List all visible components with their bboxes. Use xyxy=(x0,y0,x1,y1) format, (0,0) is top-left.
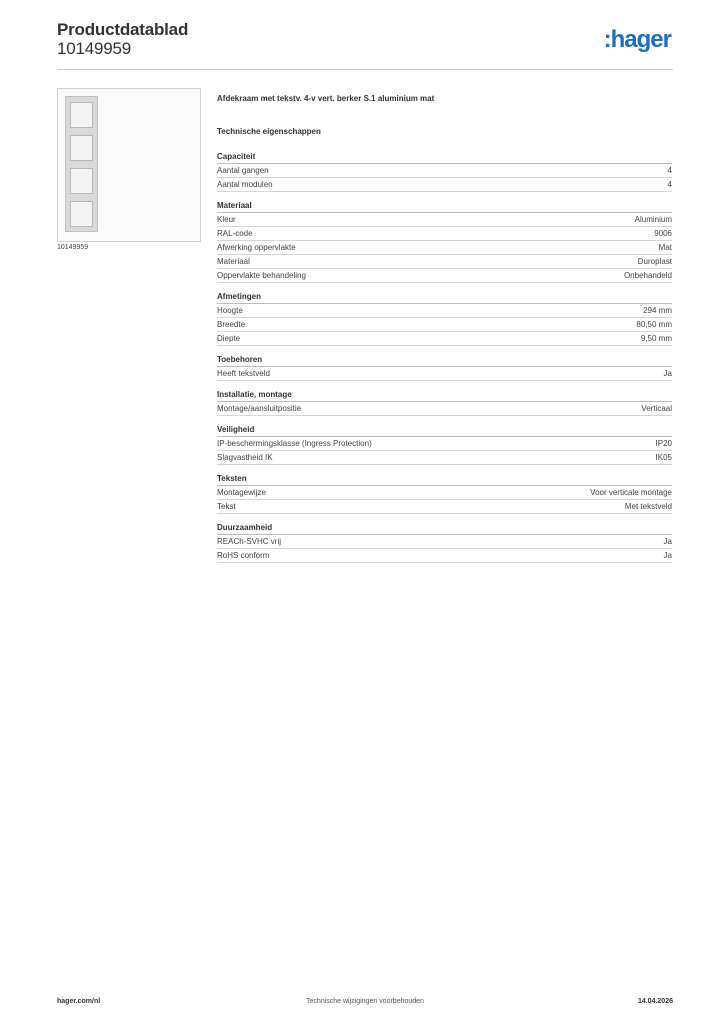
spec-row xyxy=(217,332,672,346)
product-image xyxy=(57,88,201,242)
spec-group-title: Installatie, montage xyxy=(217,390,672,402)
spec-row xyxy=(217,549,672,563)
spec-group-title: Toebehoren xyxy=(217,355,672,367)
spec-group-title: Materiaal xyxy=(217,201,672,213)
footer-date: 14.04.2026 xyxy=(637,998,673,1005)
document-number: 10149959 xyxy=(57,39,132,58)
spec-row xyxy=(217,164,672,178)
page-header xyxy=(57,20,673,66)
spec-group xyxy=(217,425,672,465)
footer-website: hager.com/nl xyxy=(57,998,101,1005)
section-heading: Technische eigenschappen xyxy=(217,127,321,136)
spec-row xyxy=(217,402,672,416)
spec-row xyxy=(217,227,672,241)
spec-group xyxy=(217,201,672,283)
spec-group-title: Capaciteit xyxy=(217,152,672,164)
hager-logo: :hager xyxy=(603,26,671,53)
spec-label: Slagvastheid IK xyxy=(217,453,273,462)
spec-group xyxy=(217,292,672,346)
frame-cell xyxy=(70,135,93,161)
spec-row xyxy=(217,535,672,549)
spec-row xyxy=(217,269,672,283)
spec-label: RoHS conform xyxy=(217,551,270,560)
spec-row xyxy=(217,318,672,332)
spec-label: Breedte xyxy=(217,320,246,329)
spec-group-title: Teksten xyxy=(217,474,672,486)
spec-group xyxy=(217,152,672,192)
document-title: Productdatablad xyxy=(57,20,189,39)
spec-value: Ja xyxy=(663,537,672,546)
spec-group xyxy=(217,523,672,563)
spec-group-title: Veiligheid xyxy=(217,425,672,437)
spec-group xyxy=(217,390,672,416)
spec-row xyxy=(217,486,672,500)
frame-cell xyxy=(70,201,93,227)
frame-4-gang-vertical-icon xyxy=(65,96,98,232)
spec-group-title: Afmetingen xyxy=(217,292,672,304)
spec-label: RAL-code xyxy=(217,229,253,238)
spec-value: 4 xyxy=(667,180,672,189)
spec-value: Ja xyxy=(663,369,672,378)
spec-value: 80,50 mm xyxy=(636,320,672,329)
spec-label: Diepte xyxy=(217,334,241,343)
spec-content xyxy=(217,94,672,572)
spec-label: IP-beschermingsklasse (Ingress Protection) xyxy=(217,439,372,448)
spec-row xyxy=(217,451,672,465)
spec-row xyxy=(217,304,672,318)
spec-label: Oppervlakte behandeling xyxy=(217,271,306,280)
spec-label: REACh-SVHC vrij xyxy=(217,537,282,546)
image-caption: 10149959 xyxy=(57,244,89,251)
spec-value: 294 mm xyxy=(643,306,672,315)
frame-cell xyxy=(70,168,93,194)
spec-value: Mat xyxy=(658,243,672,252)
spec-value: Voor verticale montage xyxy=(590,488,672,497)
spec-value: Ja xyxy=(663,551,672,560)
spec-label: Montagewijze xyxy=(217,488,266,497)
spec-label: Montage/aansluitpositie xyxy=(217,404,302,413)
spec-group xyxy=(217,474,672,514)
spec-group xyxy=(217,355,672,381)
spec-value: 4 xyxy=(667,166,672,175)
spec-label: Aantal modulen xyxy=(217,180,273,189)
spec-value: Onbehandeld xyxy=(623,271,672,280)
spec-label: Heeft tekstveld xyxy=(217,369,270,378)
page-footer xyxy=(57,998,673,1010)
spec-value: Met tekstveld xyxy=(624,502,672,511)
spec-group-title: Duurzaamheid xyxy=(217,523,672,535)
spec-value: Duroplast xyxy=(637,257,672,266)
spec-value: 9,50 mm xyxy=(640,334,672,343)
spec-label: Afwerking oppervlakte xyxy=(217,243,296,252)
spec-groups xyxy=(217,152,672,563)
product-description: Afdekraam met tekstv. 4-v vert. berker S.1 aluminium mat xyxy=(217,94,435,103)
spec-value: IP20 xyxy=(655,439,672,448)
spec-label: Aantal gangen xyxy=(217,166,269,175)
footer-notice: Technische wijzigingen voorbehouden xyxy=(306,998,424,1005)
spec-label: Kleur xyxy=(217,215,236,224)
spec-row xyxy=(217,437,672,451)
spec-row xyxy=(217,178,672,192)
spec-value: IK05 xyxy=(655,453,672,462)
spec-label: Materiaal xyxy=(217,257,250,266)
spec-label: Hoogte xyxy=(217,306,243,315)
spec-row xyxy=(217,500,672,514)
spec-row xyxy=(217,213,672,227)
spec-label: Tekst xyxy=(217,502,236,511)
header-divider xyxy=(57,69,673,70)
spec-row xyxy=(217,241,672,255)
spec-value: 9006 xyxy=(654,229,672,238)
spec-value: Aluminium xyxy=(634,215,672,224)
spec-value: Verticaal xyxy=(641,404,672,413)
frame-cell xyxy=(70,102,93,128)
spec-row xyxy=(217,367,672,381)
spec-row xyxy=(217,255,672,269)
